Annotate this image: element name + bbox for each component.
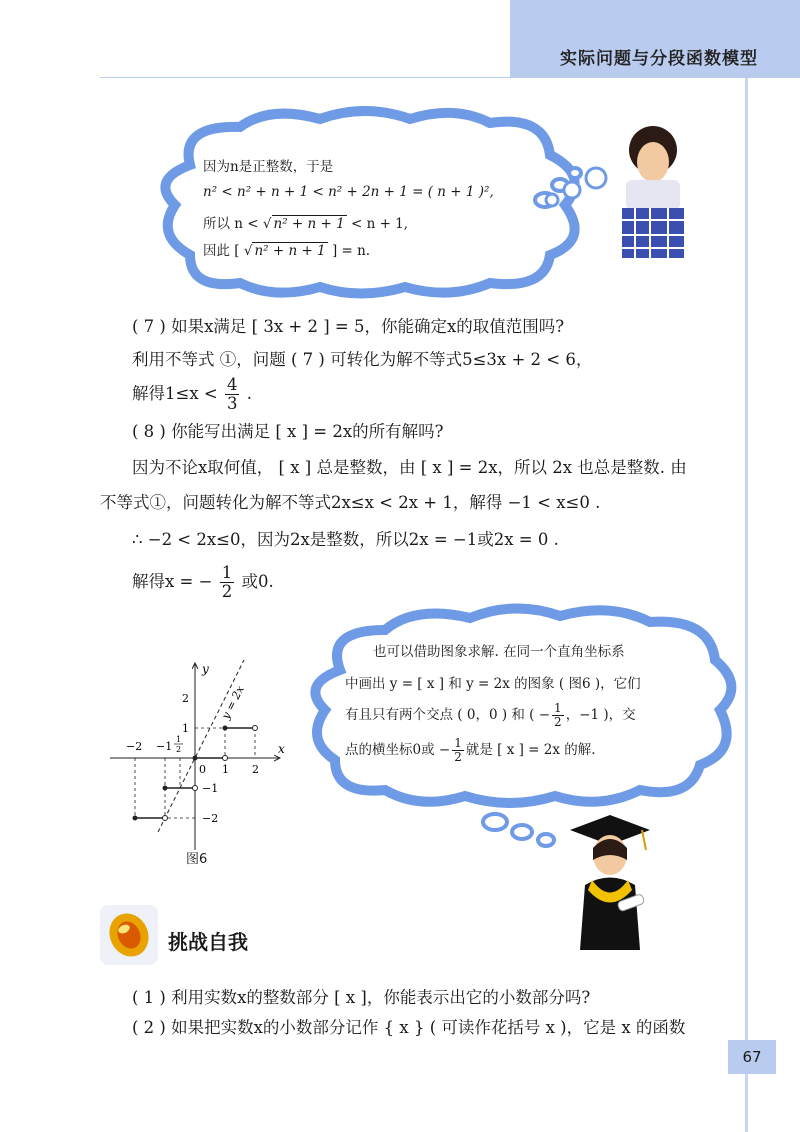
fraction-den: 2 bbox=[221, 582, 233, 602]
x-tick-label: 1 bbox=[222, 763, 229, 776]
fraction bbox=[452, 737, 464, 764]
q8-para-2: 不等式①，问题转化为解不等式2x≤x < 2x + 1，解得 −1 < x≤0 . bbox=[100, 493, 601, 512]
figure-6-graph bbox=[110, 655, 300, 855]
header-rule bbox=[100, 77, 745, 78]
fraction bbox=[220, 564, 235, 601]
sqrt-sign: √ bbox=[262, 216, 272, 232]
challenge-icon bbox=[100, 905, 158, 965]
section-title: 实际问题与分段函数模型 bbox=[560, 49, 758, 69]
cloud1-line3-radicand: n² + n + 1 bbox=[273, 216, 345, 232]
girl-thinking-illustration bbox=[530, 120, 690, 265]
open-point bbox=[253, 726, 258, 731]
cloud1-line4-a: 因此 [ bbox=[203, 243, 240, 259]
x-tick-label: −2 bbox=[126, 740, 143, 753]
closed-point bbox=[223, 726, 228, 731]
cloud1-line3 bbox=[203, 212, 408, 232]
q8-sol-end: 或0. bbox=[241, 572, 274, 592]
half-tick-num: 1 bbox=[176, 735, 182, 744]
question-8: ( 8 ) 你能写出满足 [ x ] = 2x的所有解吗? bbox=[132, 422, 444, 441]
fraction-den: 2 bbox=[454, 750, 462, 765]
cloud2-line3-b: ，−1 )，交 bbox=[565, 707, 636, 724]
fraction-num: 1 bbox=[454, 736, 462, 750]
open-point bbox=[223, 756, 228, 761]
fraction-den: 2 bbox=[554, 715, 562, 730]
cloud1-line2: n² < n² + n + 1 < n² + 2n + 1 = ( n + 1 )², bbox=[203, 184, 494, 200]
fraction-num: 4 bbox=[226, 375, 238, 394]
y-tick-label: 2 bbox=[182, 692, 189, 705]
y-axis-label: y bbox=[202, 662, 209, 676]
q8-para-3: ∴ −2 < 2x≤0，因为2x是整数，所以2x = −1或2x = 0 . bbox=[132, 530, 559, 549]
cloud1-line3-c: < n + 1, bbox=[350, 216, 409, 232]
cloud1-line4-radicand: n² + n + 1 bbox=[254, 243, 326, 259]
cloud1-line1: 因为n是正整数，于是 bbox=[203, 159, 334, 175]
cloud2-line1: 也可以借助图象求解. 在同一个直角坐标系 bbox=[373, 644, 625, 660]
fraction bbox=[552, 702, 564, 729]
half-tick-den: 2 bbox=[176, 745, 182, 754]
fraction bbox=[225, 376, 240, 413]
fraction-num: 1 bbox=[554, 701, 562, 715]
closed-point bbox=[133, 816, 138, 821]
closed-point bbox=[193, 756, 198, 761]
cloud2-line4-a: 点的横坐标0或 − bbox=[345, 742, 451, 759]
cloud2-line4 bbox=[345, 737, 596, 764]
cloud1-line4-c: ] = n. bbox=[331, 243, 371, 259]
x-tick-label: 2 bbox=[252, 763, 259, 776]
q7-sol-text: 解得1≤x < bbox=[132, 384, 218, 404]
fraction-num: 1 bbox=[221, 563, 233, 582]
x-axis-label: x bbox=[278, 742, 285, 756]
cloud2-line2: 中画出 y = [ x ] 和 y = 2x 的图象 ( 图6 )，它们 bbox=[345, 676, 641, 692]
page-number: 67 bbox=[728, 1040, 776, 1074]
y-tick-label: −2 bbox=[202, 812, 219, 825]
y-tick-label: 1 bbox=[182, 722, 189, 735]
line-label: y = 2x bbox=[219, 683, 247, 722]
cloud1-line4 bbox=[203, 239, 370, 259]
closed-point bbox=[163, 786, 168, 791]
q8-solution bbox=[132, 564, 274, 601]
q7-sol-end: . bbox=[246, 384, 252, 404]
cloud2-line3-a: 有且只有两个交点 ( 0，0 ) 和 ( − bbox=[345, 707, 551, 724]
fraction-den: 3 bbox=[226, 394, 238, 414]
open-point bbox=[163, 816, 168, 821]
question-7: ( 7 ) 如果x满足 [ 3x + 2 ] = 5，你能确定x的取值范围吗? bbox=[132, 317, 565, 336]
x-tick-label: −1 bbox=[156, 740, 173, 753]
x-tick-label: 0 bbox=[199, 763, 206, 776]
challenge-title: 挑战自我 bbox=[168, 930, 248, 954]
figure-caption: 图6 bbox=[186, 852, 208, 867]
cloud1-line3-a: 所以 n < bbox=[203, 216, 259, 232]
open-point bbox=[193, 786, 198, 791]
q8-para-1: 因为不论x取何值， [ x ] 总是整数，由 [ x ] = 2x，所以 2x 也总是整数. 由 bbox=[132, 458, 687, 477]
y-tick-label: −1 bbox=[202, 782, 219, 795]
sqrt-sign: √ bbox=[243, 243, 253, 259]
q8-sol-text: 解得x = − bbox=[132, 572, 213, 592]
challenge-q2: ( 2 ) 如果把实数x的小数部分记作 { x } ( 可读作花括号 x )，它是 x 的函数 bbox=[132, 1018, 686, 1037]
question-7-solution bbox=[132, 376, 252, 413]
cloud2-line4-b: 就是 [ x ] = 2x 的解. bbox=[465, 742, 596, 759]
cloud2-line3 bbox=[345, 702, 636, 729]
margin-rule bbox=[745, 78, 748, 1132]
challenge-q1: ( 1 ) 利用实数x的整数部分 [ x ]，你能表示出它的小数部分吗? bbox=[132, 988, 591, 1007]
question-7-step: 利用不等式 ①，问题 ( 7 ) 可转化为解不等式5≤3x + 2 < 6， bbox=[132, 350, 593, 369]
graduate-girl-illustration bbox=[560, 810, 660, 955]
